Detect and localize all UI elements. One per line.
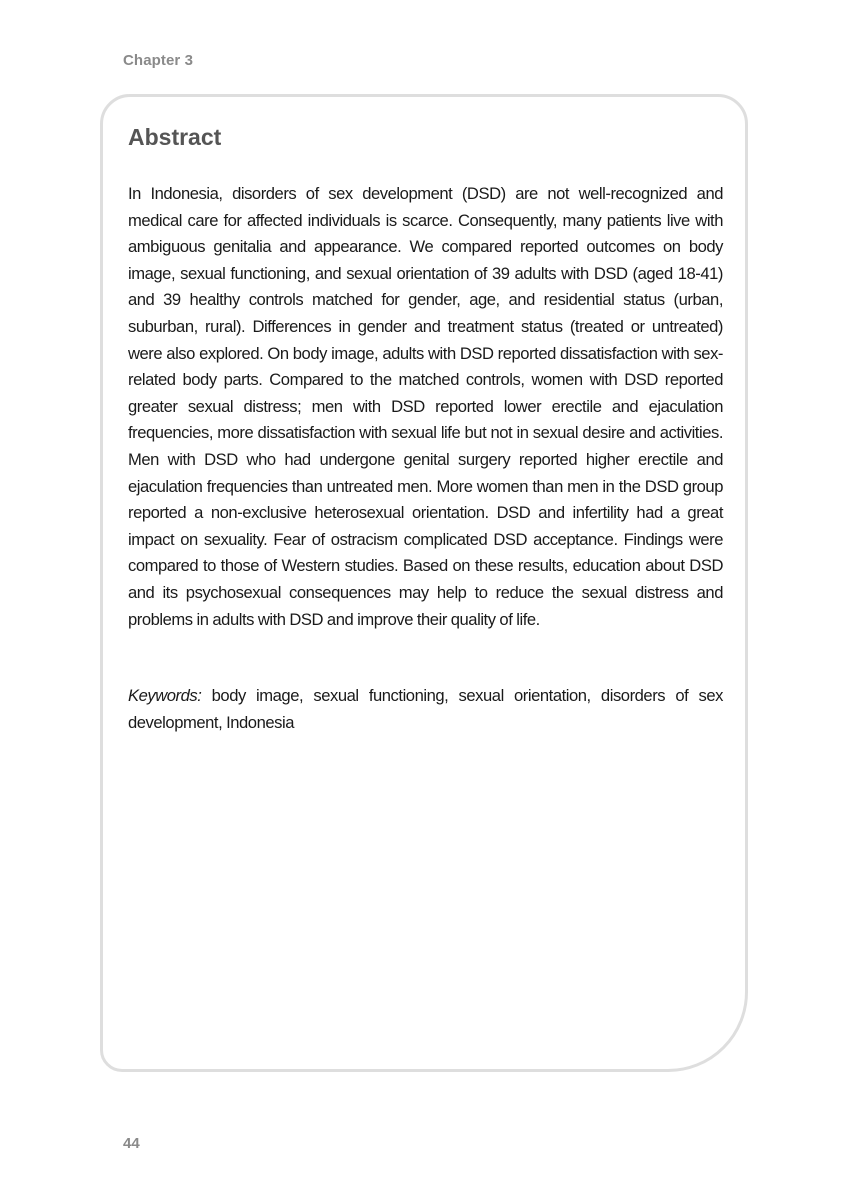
keywords-label: Keywords: [128, 686, 202, 705]
running-header-chapter: Chapter 3 [123, 52, 194, 69]
keywords-list: body image, sexual functioning, sexual orientation, disorders of sex development, Indonesia [128, 686, 723, 732]
page-number: 44 [123, 1135, 140, 1152]
abstract-body: In Indonesia, disorders of sex development (DSD) are not well-recognized and medical care for affected individuals is scarce. Consequently, many patients live with ambiguous genitalia and appearance. We compared reported outcomes on body image, sexual functioning, and sexual orientation of 39 adults with DSD (aged 18-41) and 39 healthy controls matched for gender, age, and residential status (urban, suburban, rural). Differences in gender and treatment status (treated or untreated) were also explored. On body image, adults with DSD reported dissatisfaction with sex-related body parts. Compared to the matched controls, women with DSD reported greater sexual distress; men with DSD reported lower erectile and ejaculation frequencies, more dissatisfaction with sexual life but not in sexual desire and activities. Men with DSD who had undergone genital surgery reported higher erectile and ejaculation frequencies than untreated men. More women than men in the DSD group reported a non-exclusive heterosexual orientation. DSD and infertility had a great impact on sexuality. Fear of ostracism complicated DSD acceptance. Findings were compared to those of Western studies. Based on these results, education about DSD and its psychosexual consequences may help to reduce the sexual distress and problems in adults with DSD and improve their quality of life. [128, 184, 723, 629]
keywords-paragraph [128, 683, 723, 736]
abstract-title: Abstract [128, 124, 222, 150]
